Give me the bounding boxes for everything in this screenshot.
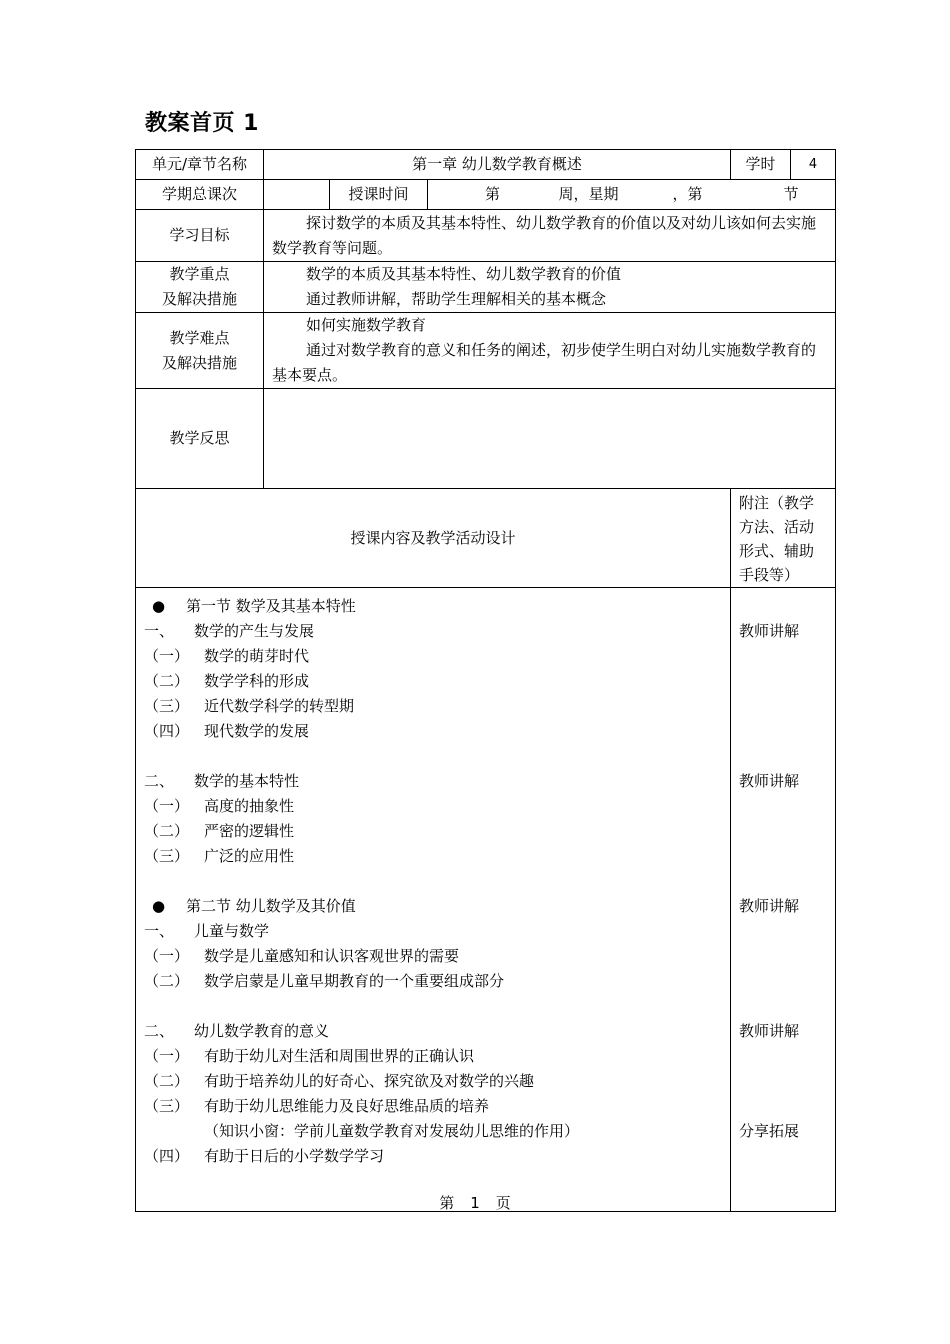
content-line bbox=[144, 869, 722, 894]
note-line bbox=[739, 1094, 827, 1119]
hours-label: 学时 bbox=[731, 150, 791, 180]
key-points-label-line2: 及解决措施 bbox=[161, 290, 237, 308]
content-text: 数学学科的形成 bbox=[204, 672, 310, 690]
item-marker: （一） bbox=[144, 797, 190, 815]
difficulties-label-line1: 教学难点 bbox=[169, 328, 230, 347]
content-text: 广泛的应用性 bbox=[204, 847, 295, 865]
objectives-text: 探讨数学的本质及其基本特性、幼儿数学教育的价值以及对幼儿该如何去实施数学教育等问题。 bbox=[264, 210, 836, 262]
item-marker: （一） bbox=[144, 647, 190, 665]
item-marker: （三） bbox=[144, 1097, 190, 1115]
difficulties-label bbox=[136, 313, 264, 389]
note-line bbox=[739, 1144, 827, 1169]
note-line bbox=[739, 869, 827, 894]
content-text: 儿童与数学 bbox=[194, 922, 270, 940]
key-points-row bbox=[136, 262, 836, 313]
term-label: 学期总课次 bbox=[136, 180, 264, 210]
key-points-text bbox=[264, 262, 836, 313]
difficulties-line1: 如何实施数学教育 bbox=[306, 316, 427, 334]
content-text: 严密的逻辑性 bbox=[204, 822, 295, 840]
item-marker: （三） bbox=[144, 697, 190, 715]
content-cell bbox=[136, 588, 731, 1212]
content-text: 数学的产生与发展 bbox=[194, 622, 315, 640]
time-label: 授课时间 bbox=[330, 180, 428, 210]
note-line bbox=[739, 594, 827, 619]
content-line bbox=[144, 919, 722, 944]
hours-value: 4 bbox=[791, 150, 836, 180]
page-title: 教案首页 1 bbox=[145, 111, 259, 136]
content-text: 有助于培养幼儿的好奇心、探究欲及对数学的兴趣 bbox=[204, 1072, 535, 1090]
difficulties-row bbox=[136, 313, 836, 389]
difficulties-text bbox=[264, 313, 836, 389]
note-line bbox=[739, 794, 827, 819]
item-marker: 一、 bbox=[144, 622, 175, 640]
time-di: 第 bbox=[485, 185, 501, 203]
content-lines bbox=[144, 594, 722, 1169]
content-line bbox=[144, 694, 722, 719]
bullet-marker: ● bbox=[152, 897, 166, 915]
page-footer bbox=[0, 1192, 950, 1213]
difficulties-label-line2: 及解决措施 bbox=[161, 353, 237, 372]
note-line bbox=[739, 1044, 827, 1069]
content-line bbox=[144, 719, 722, 744]
unit-row bbox=[136, 150, 836, 180]
note-line bbox=[739, 944, 827, 969]
item-marker: （二） bbox=[144, 1072, 190, 1090]
content-text: 有助于日后的小学数学学习 bbox=[204, 1147, 385, 1165]
content-line bbox=[144, 944, 722, 969]
objectives-row bbox=[136, 210, 836, 262]
reflection-text bbox=[264, 389, 836, 489]
content-line bbox=[144, 1144, 722, 1169]
content-line bbox=[144, 794, 722, 819]
note-line: 教师讲解 bbox=[739, 897, 800, 915]
content-text: 数学的萌芽时代 bbox=[204, 647, 310, 665]
content-line bbox=[144, 819, 722, 844]
term-value bbox=[264, 180, 330, 210]
time-value bbox=[428, 180, 836, 210]
note-line bbox=[739, 719, 827, 744]
time-jie: 节 bbox=[783, 185, 799, 203]
note-line: 分享拓展 bbox=[739, 1122, 800, 1140]
unit-label: 单元/章节名称 bbox=[136, 150, 264, 180]
item-marker: （四） bbox=[144, 1147, 190, 1165]
content-line bbox=[144, 594, 722, 619]
bullet-marker: ● bbox=[152, 597, 166, 615]
footer-prefix: 第 bbox=[439, 1194, 455, 1212]
content-line bbox=[144, 1044, 722, 1069]
key-points-line2: 通过教师讲解，帮助学生理解相关的基本概念 bbox=[306, 290, 607, 308]
content-text: 近代数学科学的转型期 bbox=[204, 697, 355, 715]
item-marker: （二） bbox=[144, 672, 190, 690]
item-marker: （一） bbox=[144, 947, 190, 965]
lesson-plan-table bbox=[135, 149, 836, 1212]
content-line bbox=[144, 894, 722, 919]
item-marker: （一） bbox=[144, 1047, 190, 1065]
unit-value: 第一章 幼儿数学教育概述 bbox=[264, 150, 731, 180]
note-line bbox=[739, 969, 827, 994]
item-marker: 一、 bbox=[144, 922, 175, 940]
content-text: 第二节 幼儿数学及其价值 bbox=[186, 897, 356, 915]
note-line: 教师讲解 bbox=[739, 622, 800, 640]
content-line bbox=[144, 969, 722, 994]
time-week: 周，星期 bbox=[558, 185, 619, 203]
note-line: 教师讲解 bbox=[739, 1022, 800, 1040]
key-points-line1: 数学的本质及其基本特性、幼儿数学教育的价值 bbox=[306, 265, 622, 283]
reflection-label: 教学反思 bbox=[136, 389, 264, 489]
content-line bbox=[144, 669, 722, 694]
content-text: 高度的抽象性 bbox=[204, 797, 295, 815]
content-text: 数学启蒙是儿童早期教育的一个重要组成部分 bbox=[204, 972, 505, 990]
content-text: 数学的基本特性 bbox=[194, 772, 300, 790]
footer-suffix: 页 bbox=[495, 1194, 511, 1212]
objectives-label: 学习目标 bbox=[136, 210, 264, 262]
item-marker: （二） bbox=[144, 822, 190, 840]
content-line bbox=[144, 994, 722, 1019]
reflection-row bbox=[136, 389, 836, 489]
content-text: 有助于幼儿思维能力及良好思维品质的培养 bbox=[204, 1097, 490, 1115]
content-line bbox=[144, 1069, 722, 1094]
item-marker: （三） bbox=[144, 847, 190, 865]
item-marker: 二、 bbox=[144, 772, 175, 790]
item-marker: 二、 bbox=[144, 1022, 175, 1040]
note-line bbox=[739, 844, 827, 869]
content-line bbox=[144, 1094, 722, 1119]
design-header-row bbox=[136, 489, 836, 588]
item-marker: （二） bbox=[144, 972, 190, 990]
content-line bbox=[144, 1019, 722, 1044]
content-line bbox=[144, 844, 722, 869]
content-line bbox=[144, 769, 722, 794]
item-marker: （四） bbox=[144, 722, 190, 740]
note-line bbox=[739, 669, 827, 694]
note-line bbox=[739, 1069, 827, 1094]
content-line bbox=[144, 744, 722, 769]
page-number: 1 bbox=[470, 1194, 480, 1212]
notes-header: 附注（教学方法、活动形式、辅助手段等） bbox=[731, 489, 836, 588]
note-line bbox=[739, 819, 827, 844]
note-lines bbox=[739, 594, 827, 1169]
content-text: 第一节 数学及其基本特性 bbox=[186, 597, 356, 615]
content-line bbox=[144, 1119, 722, 1144]
content-text: 幼儿数学教育的意义 bbox=[194, 1022, 330, 1040]
content-text: 有助于幼儿对生活和周围世界的正确认识 bbox=[204, 1047, 475, 1065]
note-line bbox=[739, 994, 827, 1019]
difficulties-line2: 通过对数学教育的意义和任务的阐述，初步使学生明白对幼儿实施数学教育的基本要点。 bbox=[272, 341, 817, 384]
notes-cell bbox=[731, 588, 836, 1212]
time-di2: ，第 bbox=[672, 185, 703, 203]
design-body-row bbox=[136, 588, 836, 1212]
key-points-label-line1: 教学重点 bbox=[169, 265, 230, 283]
note-line bbox=[739, 919, 827, 944]
note-line bbox=[739, 644, 827, 669]
content-line bbox=[144, 644, 722, 669]
content-header: 授课内容及教学活动设计 bbox=[136, 489, 731, 588]
content-text: 现代数学的发展 bbox=[204, 722, 310, 740]
term-row bbox=[136, 180, 836, 210]
content-line bbox=[144, 619, 722, 644]
note-line: 教师讲解 bbox=[739, 772, 800, 790]
content-text: （知识小窗：学前儿童数学教育对发展幼儿思维的作用） bbox=[204, 1122, 580, 1140]
content-text: 数学是儿童感知和认识客观世界的需要 bbox=[204, 947, 460, 965]
note-line bbox=[739, 744, 827, 769]
note-line bbox=[739, 694, 827, 719]
key-points-label bbox=[136, 262, 264, 313]
